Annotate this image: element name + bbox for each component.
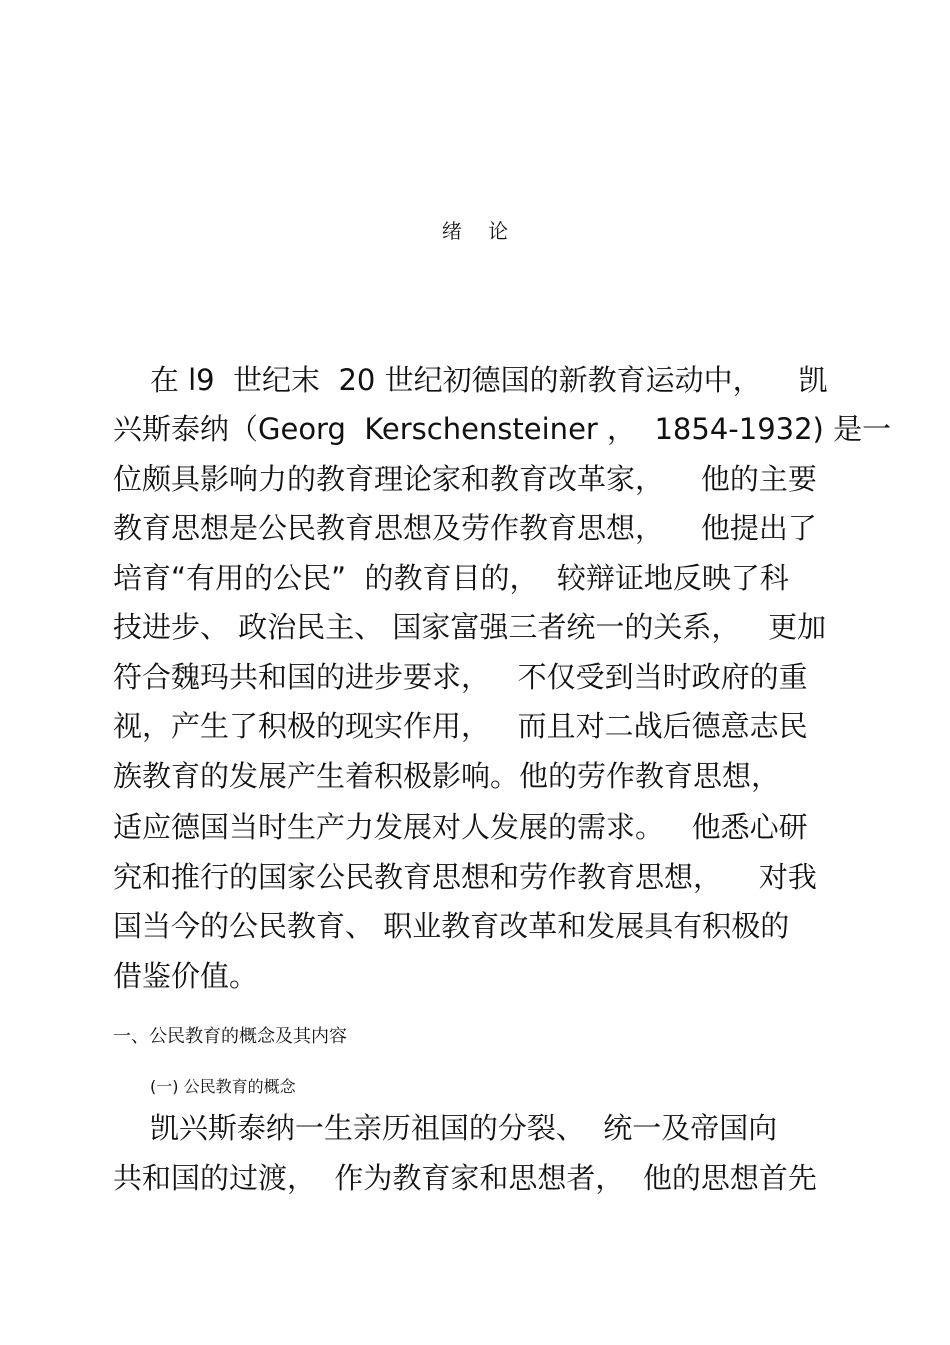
- paragraph-line: 国当今的公民教育、 职业教育改革和发展具有积极的: [113, 909, 790, 943]
- paragraph-line: 适应德国当时生产力发展对人发展的需求。 他悉心研: [113, 810, 808, 844]
- paragraph-line: 共和国的过渡， 作为教育家和思想者， 他的思想首先: [113, 1161, 817, 1195]
- paragraph-line: 技进步、 政治民主、 国家富强三者统一的关系， 更加: [113, 610, 827, 644]
- section-heading: 一、公民教育的概念及其内容: [113, 1026, 347, 1047]
- paragraph-line: 族教育的发展产生着积极影响。他的劳作教育思想，: [113, 759, 781, 793]
- paragraph-line: 位颇具影响力的教育理论家和教育改革家， 他的主要: [113, 462, 817, 496]
- paragraph-line: 凯兴斯泰纳一生亲历祖国的分裂、 统一及帝国向: [113, 1111, 778, 1145]
- paragraph-line: 教育思想是公民教育思想及劳作教育思想， 他提出了: [113, 511, 817, 545]
- paragraph-line: 究和推行的国家公民教育思想和劳作教育思想， 对我: [113, 860, 817, 894]
- subsection-heading: (一) 公民教育的概念: [150, 1077, 296, 1096]
- paragraph-line: 兴斯泰纳（Georg Kerschensteiner ， 1854-1932) 是一: [113, 412, 892, 446]
- paragraph-line: 在 l9 世纪末 20 世纪初德国的新教育运动中， 凯: [113, 363, 828, 397]
- paragraph-line: 借鉴价值。: [113, 959, 259, 993]
- page-title: 绪 论: [441, 219, 519, 243]
- paragraph-line: 视，产生了积极的现实作用， 而且对二战后德意志民: [113, 709, 808, 743]
- paragraph-line: 培育“有用的公民” 的教育目的， 较辩证地反映了科: [113, 561, 789, 595]
- paragraph-line: 符合魏玛共和国的进步要求， 不仅受到当时政府的重: [113, 660, 808, 694]
